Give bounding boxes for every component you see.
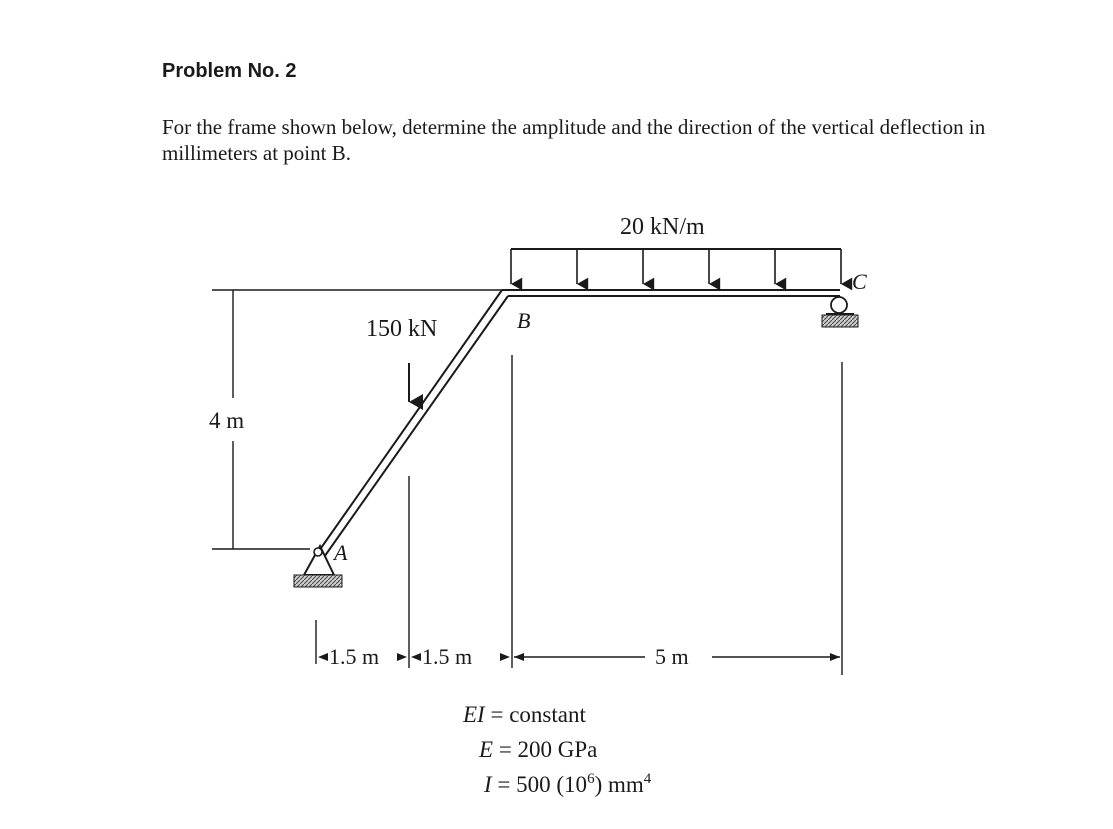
height-label: 4 m xyxy=(209,408,245,433)
ei-symbol: EI xyxy=(463,702,485,727)
point-c-label: C xyxy=(852,269,867,294)
point-a-label: A xyxy=(334,540,348,565)
i-unit: ) mm xyxy=(594,772,644,797)
property-ei xyxy=(462,702,586,727)
dim-1-label: 1.5 m xyxy=(329,644,380,669)
point-b-label: B xyxy=(517,308,531,333)
problem-statement: For the frame shown below, determine the amplitude and the direction of the vertical deflection in millimeters at point B. xyxy=(162,115,986,165)
distributed-load-label: 20 kN/m xyxy=(620,214,705,240)
property-e xyxy=(478,737,597,762)
dim-3-label: 5 m xyxy=(655,644,689,669)
e-value: = 200 GPa xyxy=(493,737,598,762)
e-symbol: E xyxy=(479,737,494,762)
i-exponent-4: 4 xyxy=(643,771,652,787)
point-load-label: 150 kN xyxy=(366,316,438,342)
roller-support-c xyxy=(822,297,858,327)
distributed-load xyxy=(511,249,841,284)
horizontal-dimensions xyxy=(318,653,840,661)
problem-heading: Problem No. 2 xyxy=(162,60,297,82)
ei-value: = constant xyxy=(484,702,586,727)
property-i xyxy=(483,771,652,797)
i-symbol: I xyxy=(484,772,492,797)
dim-2-label: 1.5 m xyxy=(422,644,473,669)
i-exponent-6: 6 xyxy=(587,771,595,787)
i-value: = 500 (10 xyxy=(491,772,588,797)
